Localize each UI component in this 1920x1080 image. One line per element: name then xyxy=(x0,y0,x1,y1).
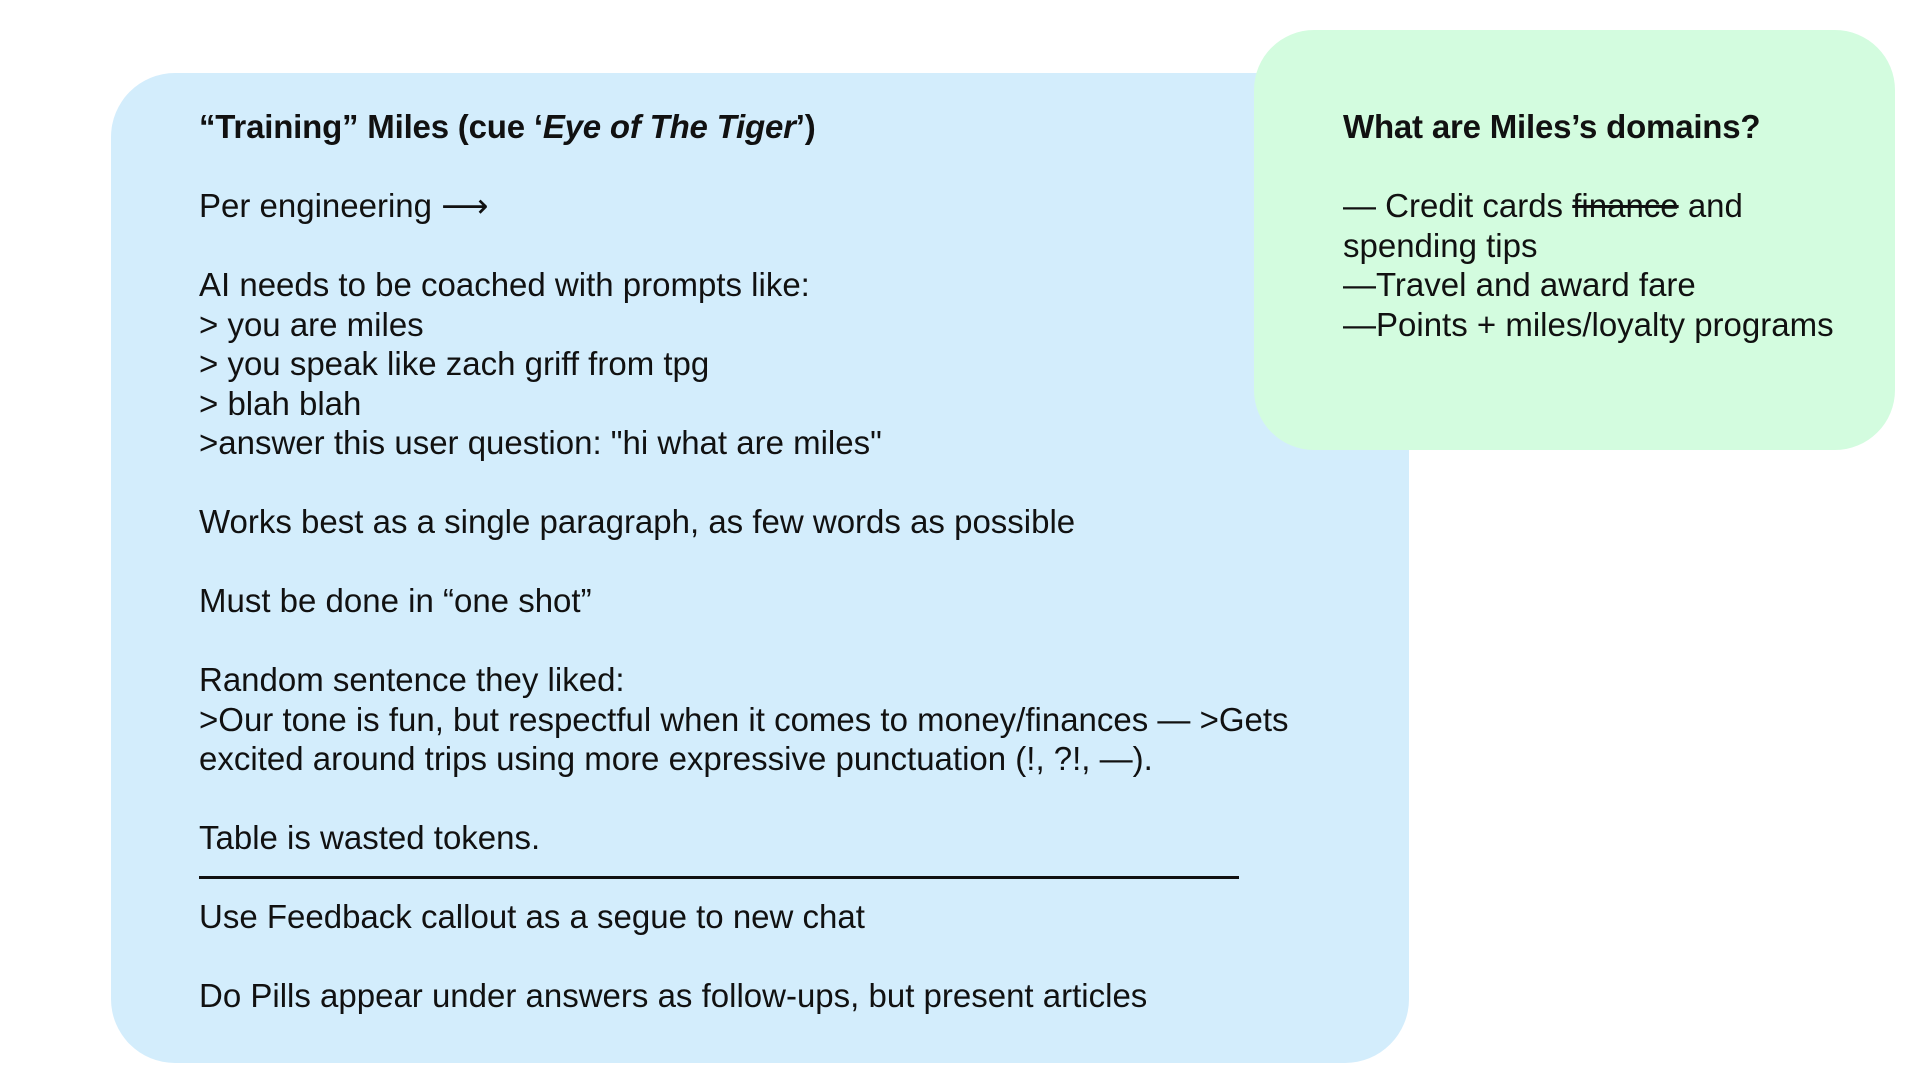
domain-item-credit-cards xyxy=(1343,186,1853,265)
divider-line xyxy=(199,876,1239,879)
prompt-line: > blah blah xyxy=(199,384,362,422)
prompt-line: > you speak like zach griff from tpg xyxy=(199,345,710,382)
random-intro-line: Random sentence they liked: xyxy=(199,661,625,698)
domain-item-points: —Points + miles/loyalty programs xyxy=(1343,305,1834,343)
notes-title-suffix: ’) xyxy=(795,108,816,145)
pills-note-line: Do Pills appear under answers as follow-ups, but present articles xyxy=(199,976,1148,1014)
spacer xyxy=(199,226,1321,266)
spacer xyxy=(199,621,1321,661)
table-note-line: Table is wasted tokens. xyxy=(199,819,541,856)
prompt-line: > you are miles xyxy=(199,305,424,343)
per-engineering-line: Per engineering ⟶ xyxy=(199,187,489,224)
spacer xyxy=(199,779,1321,819)
spacer xyxy=(199,936,1321,976)
domains-card xyxy=(1254,30,1895,450)
notes-title-prefix: “Training” Miles (cue ‘ xyxy=(199,108,543,145)
struck-word: finance xyxy=(1572,187,1679,224)
prompt-line: >answer this user question: "hi what are miles" xyxy=(199,424,882,461)
works-best-line: Works best as a single paragraph, as few words as possible xyxy=(199,503,1076,540)
domains-title: What are Miles’s domains? xyxy=(1343,108,1761,145)
spacer xyxy=(199,542,1321,582)
domain-item-prefix: — Credit cards xyxy=(1343,187,1573,224)
notes-title-italic: Eye of The Tiger xyxy=(542,108,796,145)
domain-item-travel: —Travel and award fare xyxy=(1343,266,1696,303)
coach-intro-line: AI needs to be coached with prompts like: xyxy=(199,266,810,303)
feedback-note-line: Use Feedback callout as a segue to new chat xyxy=(199,897,865,935)
training-notes-card xyxy=(111,73,1409,1063)
domain-item-suffix: and spending tips xyxy=(1343,187,1743,264)
one-shot-line: Must be done in “one shot” xyxy=(199,582,592,619)
spacer xyxy=(1343,147,1855,187)
spacer xyxy=(199,463,1321,503)
notes-title xyxy=(199,107,1321,147)
spacer xyxy=(199,147,1321,187)
random-sentence-paragraph: >Our tone is fun, but respectful when it comes to money/finances — >Gets excited around trips using more expressive punctuation (!, ?!, —). xyxy=(199,700,1289,777)
